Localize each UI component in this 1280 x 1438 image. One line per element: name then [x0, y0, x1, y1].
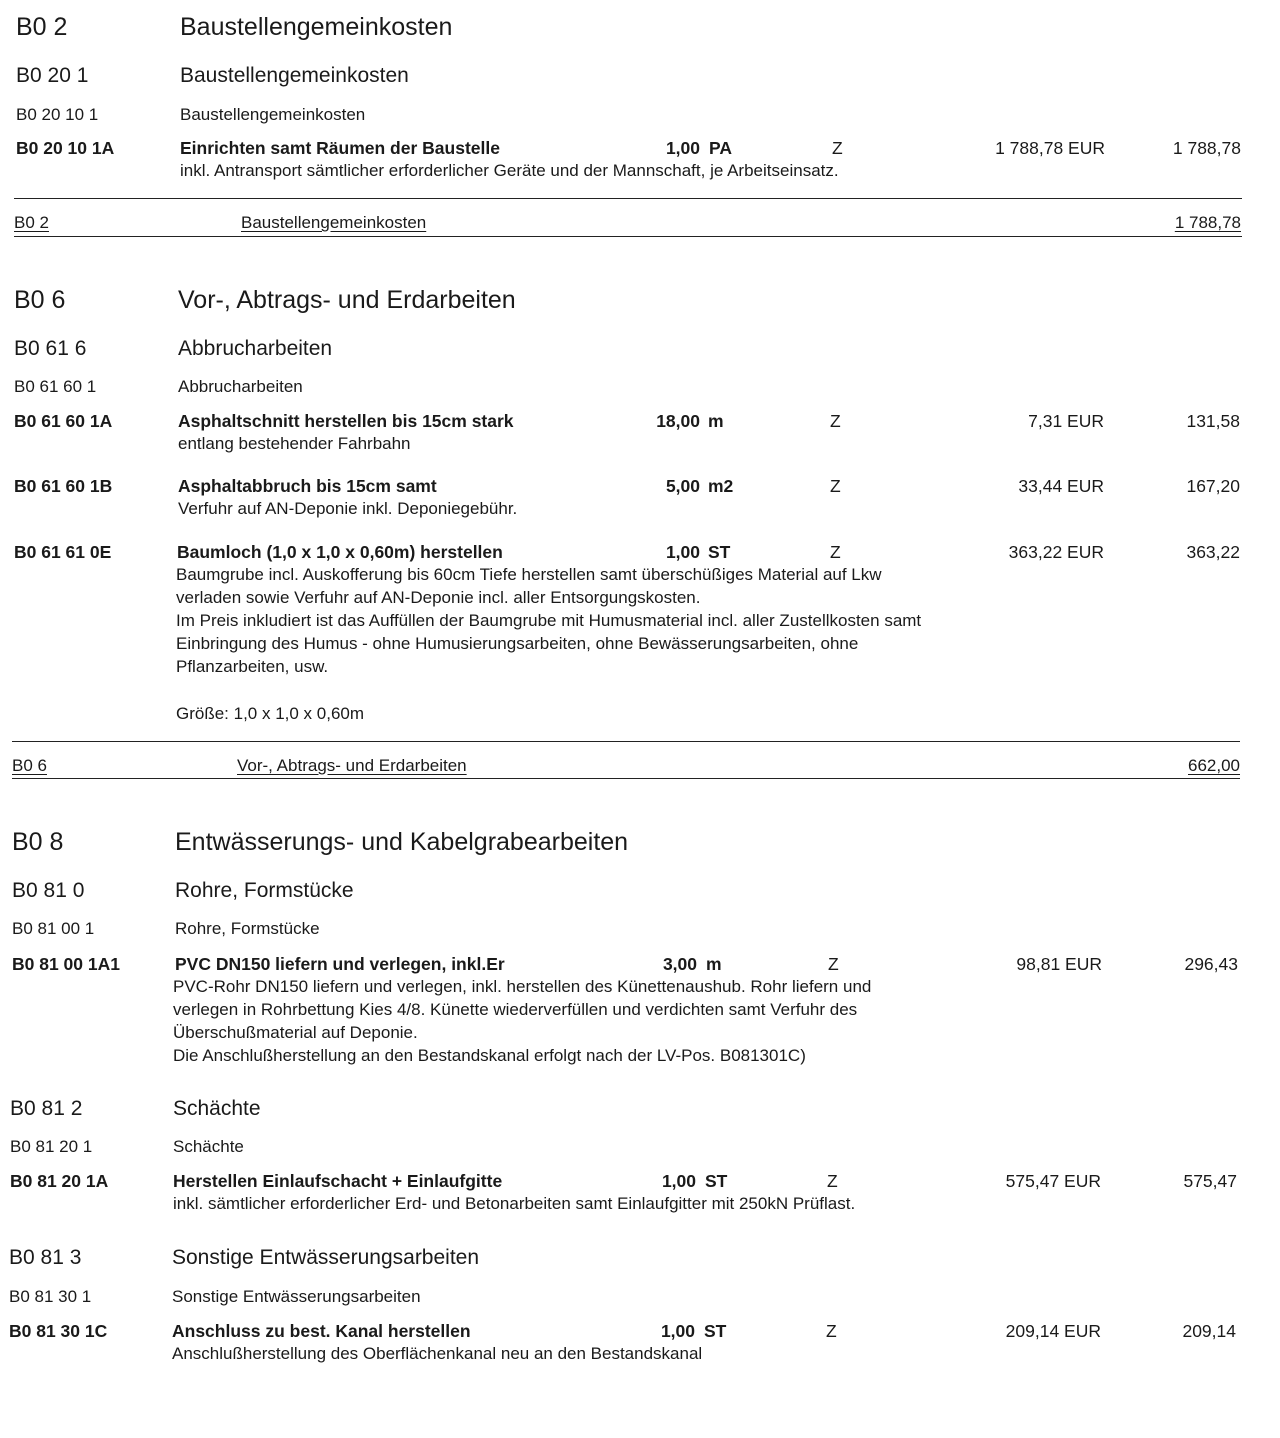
- item-total: 167,20: [1186, 476, 1240, 496]
- group-title: Abbrucharbeiten: [178, 337, 333, 360]
- item-description-line: Einbringung des Humus - ohne Humusierungsarbeiten, ohne Bewässerungsarbeiten, ohne: [176, 634, 859, 653]
- group-title: Baustellengemeinkosten: [180, 64, 409, 87]
- item-description-line: entlang bestehender Fahrbahn: [178, 434, 411, 453]
- item-description-line: inkl. sämtlicher erforderlicher Erd- und Betonarbeiten samt Einlaufgitter mit 250kN Prüflast.: [173, 1194, 856, 1213]
- section-title: Entwässerungs- und Kabelgrabearbeiten: [175, 828, 629, 856]
- item-unit: m: [708, 411, 724, 431]
- subgroup-code: B0 81 00 1: [12, 919, 95, 938]
- item-unit: ST: [704, 1321, 727, 1341]
- item-unit-price: 363,22 EUR: [1008, 542, 1104, 562]
- item-unit: ST: [708, 542, 731, 562]
- item-code: B0 61 60 1A: [14, 411, 113, 431]
- item-unit: ST: [705, 1171, 728, 1191]
- item-flag: Z: [830, 476, 841, 496]
- item-code: B0 81 00 1A1: [12, 954, 120, 974]
- item-quantity: 1,00: [661, 1171, 696, 1191]
- item-flag: Z: [828, 954, 839, 974]
- subgroup-title: Schächte: [173, 1137, 244, 1156]
- item-total: 296,43: [1184, 954, 1238, 974]
- group-title: Sonstige Entwässerungsarbeiten: [172, 1246, 480, 1269]
- item-unit: PA: [709, 138, 733, 158]
- item-title: Asphaltabbruch bis 15cm samt: [178, 476, 437, 496]
- item-description-line: verladen sowie Verfuhr auf AN-Deponie incl. aller Entsorgungskosten.: [176, 588, 701, 607]
- section-code: B0 8: [12, 828, 64, 856]
- summary-total: 1 788,78: [1174, 213, 1241, 232]
- item-flag: Z: [830, 542, 841, 562]
- subgroup-code: B0 81 30 1: [9, 1287, 92, 1306]
- item-description-line: Im Preis inkludiert ist das Auffüllen der Baumgrube mit Humusmaterial incl. aller Zustellkosten samt: [176, 611, 922, 630]
- item-description-line: Die Anschlußherstellung an den Bestandskanal erfolgt nach der LV-Pos. B081301C): [173, 1046, 806, 1065]
- item-total: 131,58: [1186, 411, 1240, 431]
- item-code: B0 20 10 1A: [16, 138, 115, 158]
- item-unit-price: 575,47 EUR: [1005, 1171, 1101, 1191]
- item-unit-price: 7,31 EUR: [1028, 411, 1104, 431]
- item-description-line: Überschußmaterial auf Deponie.: [173, 1023, 418, 1042]
- section-title: Vor-, Abtrags- und Erdarbeiten: [178, 286, 516, 314]
- item-title: Baumloch (1,0 x 1,0 x 0,60m) herstellen: [177, 542, 503, 562]
- summary-code: B0 2: [14, 213, 49, 232]
- item-description-line: verlegen in Rohrbettung Kies 4/8. Künette wiederverfüllen und verdichten samt Verfuhr des: [173, 1000, 858, 1019]
- item-quantity: 1,00: [660, 1321, 695, 1341]
- subgroup-title: Rohre, Formstücke: [175, 919, 320, 938]
- group-code: B0 61 6: [14, 337, 87, 360]
- item-flag: Z: [826, 1321, 837, 1341]
- item-code: B0 81 20 1A: [10, 1171, 109, 1191]
- item-title: Herstellen Einlaufschacht + Einlaufgitte: [173, 1171, 503, 1191]
- item-unit-price: 98,81 EUR: [1016, 954, 1102, 974]
- subgroup-code: B0 81 20 1: [10, 1137, 93, 1156]
- group-code: B0 81 2: [10, 1097, 83, 1120]
- item-unit-price: 209,14 EUR: [1005, 1321, 1101, 1341]
- subgroup-title: Abbrucharbeiten: [178, 377, 303, 396]
- item-description-line: PVC-Rohr DN150 liefern und verlegen, inkl. herstellen des Künettenaushub. Rohr liefern und: [173, 977, 872, 996]
- item-flag: Z: [827, 1171, 838, 1191]
- summary-title: Baustellengemeinkosten: [241, 213, 427, 232]
- summary-code: B0 6: [12, 756, 47, 775]
- group-code: B0 20 1: [16, 64, 89, 87]
- item-description-line: Anschlußherstellung des Oberflächenkanal neu an den Bestandskanal: [172, 1344, 703, 1363]
- item-flag: Z: [830, 411, 841, 431]
- item-quantity: 3,00: [662, 954, 697, 974]
- item-total: 209,14: [1182, 1321, 1236, 1341]
- item-unit-price: 1 788,78 EUR: [995, 138, 1105, 158]
- item-code: B0 61 60 1B: [14, 476, 113, 496]
- item-quantity: 5,00: [665, 476, 700, 496]
- item-description-line: Baumgrube incl. Auskofferung bis 60cm Tiefe herstellen samt überschüßiges Material auf Lkw: [176, 565, 882, 584]
- item-description-line: inkl. Antransport sämtlicher erforderlicher Geräte und der Mannschaft, je Arbeitseinsatz.: [180, 161, 839, 180]
- item-total: 363,22: [1186, 542, 1240, 562]
- summary-top-rule: [14, 198, 1242, 199]
- item-title: Anschluss zu best. Kanal herstellen: [172, 1321, 471, 1341]
- subgroup-title: Baustellengemeinkosten: [180, 105, 366, 124]
- item-total: 575,47: [1183, 1171, 1237, 1191]
- group-title: Rohre, Formstücke: [175, 879, 354, 902]
- summary-title: Vor-, Abtrags- und Erdarbeiten: [237, 756, 467, 775]
- item-quantity: 18,00: [656, 411, 700, 431]
- item-title: PVC DN150 liefern und verlegen, inkl.Er: [175, 954, 505, 974]
- item-description-line: Pflanzarbeiten, usw.: [176, 657, 329, 676]
- section-code: B0 2: [16, 13, 68, 41]
- item-size-note: Größe: 1,0 x 1,0 x 0,60m: [176, 704, 365, 723]
- summary-top-rule: [12, 741, 1240, 742]
- subgroup-code: B0 20 10 1: [16, 105, 99, 124]
- group-code: B0 81 3: [9, 1246, 82, 1269]
- item-title: Einrichten samt Räumen der Baustelle: [180, 138, 500, 158]
- group-title: Schächte: [173, 1097, 261, 1120]
- summary-total: 662,00: [1188, 756, 1240, 775]
- item-total: 1 788,78: [1172, 138, 1241, 158]
- item-quantity: 1,00: [665, 138, 700, 158]
- subgroup-code: B0 61 60 1: [14, 377, 97, 396]
- item-flag: Z: [832, 138, 843, 158]
- item-code: B0 81 30 1C: [9, 1321, 108, 1341]
- item-quantity: 1,00: [665, 542, 700, 562]
- group-code: B0 81 0: [12, 879, 85, 902]
- item-code: B0 61 61 0E: [14, 542, 112, 562]
- summary-bottom-rule: [14, 236, 1242, 237]
- subgroup-title: Sonstige Entwässerungsarbeiten: [172, 1287, 421, 1306]
- item-description-line: Verfuhr auf AN-Deponie inkl. Deponiegebühr.: [178, 499, 518, 518]
- item-unit: m2: [708, 476, 734, 496]
- item-title: Asphaltschnitt herstellen bis 15cm stark: [178, 411, 514, 431]
- item-unit: m: [706, 954, 722, 974]
- section-title: Baustellengemeinkosten: [180, 13, 453, 41]
- section-code: B0 6: [14, 286, 66, 314]
- summary-bottom-rule: [12, 778, 1240, 779]
- item-unit-price: 33,44 EUR: [1018, 476, 1104, 496]
